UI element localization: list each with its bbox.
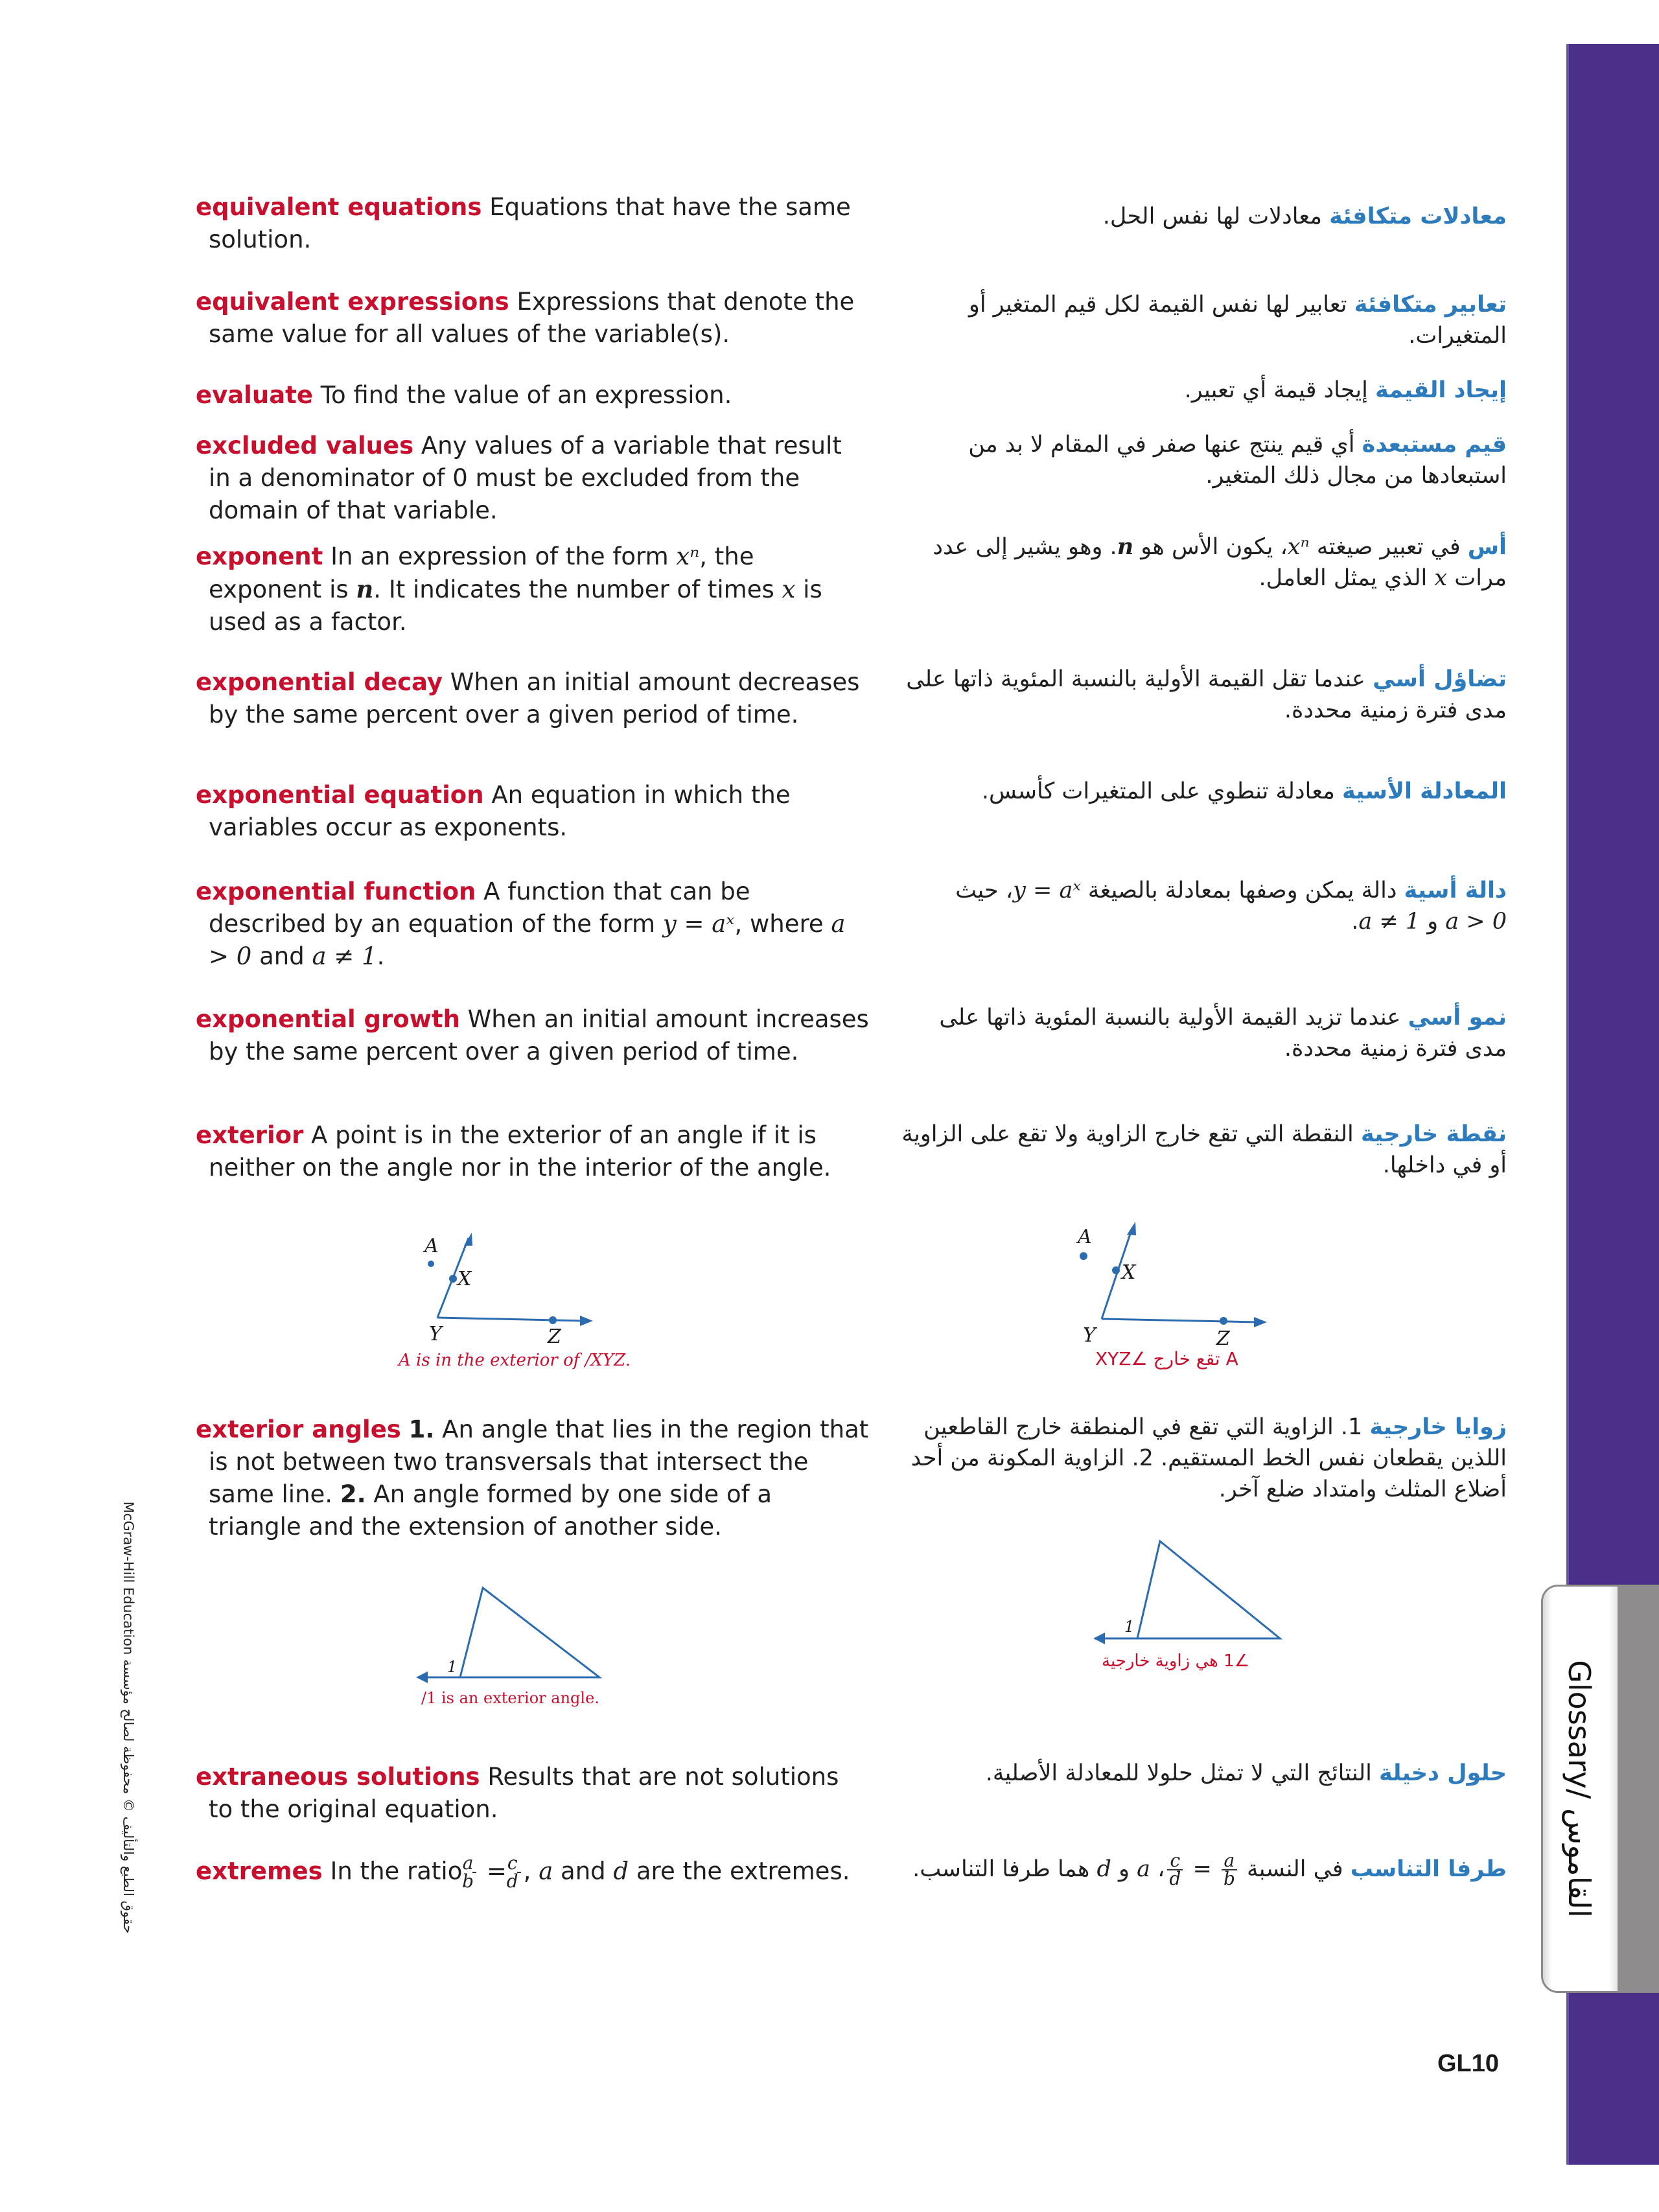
term: زوايا خارجية bbox=[1369, 1414, 1507, 1440]
math-variable: x bbox=[782, 576, 796, 603]
page-number: GL10 bbox=[1437, 2050, 1500, 2077]
term: exponential decay bbox=[196, 668, 443, 696]
definition: An equation in which the variables occur as exponents. bbox=[209, 781, 791, 841]
glossary-entry-ar bbox=[894, 531, 1507, 594]
definition-part: ، يكون الأس هو bbox=[1141, 534, 1288, 560]
definition-part: دالة يمكن وصفها بمعادلة بالصيغة bbox=[1087, 878, 1397, 903]
definition-part: في تعبير صيغته bbox=[1316, 534, 1461, 560]
definition-number: 2. bbox=[340, 1480, 366, 1508]
fraction-a-over-b: $\frac{a}{b}$ bbox=[1222, 1852, 1237, 1887]
term: exterior bbox=[196, 1121, 304, 1149]
point-label-a: A bbox=[424, 1235, 439, 1257]
figure-caption: /1 is an exterior angle. bbox=[421, 1689, 599, 1707]
definition: النقطة التي تقع خارج الزاوية ولا تقع على الزاوية أو في داخلها. bbox=[901, 1121, 1507, 1178]
definition: تعابير لها نفس القيمة لكل قيم المتغير أو المتغيرات. bbox=[968, 292, 1507, 349]
glossary-entry-en bbox=[196, 1119, 870, 1184]
definition-part: , bbox=[523, 1857, 531, 1885]
glossary-entry-ar bbox=[894, 429, 1507, 491]
definition-part: . It indicates the number of times bbox=[373, 576, 774, 603]
definition: النتائج التي لا تمثل حلولا للمعادلة الأصلية. bbox=[985, 1760, 1372, 1786]
point-label-y: Y bbox=[429, 1323, 442, 1345]
glossary-entry-en bbox=[196, 876, 870, 973]
term: extraneous solutions bbox=[196, 1763, 480, 1791]
definition: أي قيم ينتج عنها صفر في المقام لا بد من استبعادها من مجال ذلك المتغير. bbox=[968, 432, 1507, 489]
definition: 1. الزاوية التي تقع في المنطقة خارج القاطعين اللذين يقطعان نفس الخط المستقيم. 2. الزاوية المكونة من أحد أضلاع المثلث وامتداد ضلع آخر. bbox=[911, 1414, 1507, 1502]
definition: A point is in the exterior of an angle if it is neither on the angle nor in the interior of the angle. bbox=[209, 1121, 831, 1182]
definition-part: is used as a factor. bbox=[209, 576, 822, 636]
term: المعادلة الأسية bbox=[1341, 778, 1507, 804]
glossary-entry-ar bbox=[894, 1758, 1507, 1789]
definition-part: , where bbox=[734, 910, 824, 938]
angle-label-1: 1 bbox=[1124, 1618, 1135, 1636]
definition: معادلة تنطوي على المتغيرات كأسس. bbox=[981, 778, 1335, 804]
figure-caption: A تقع خارج ∠XYZ bbox=[1095, 1348, 1238, 1369]
term: دالة أسية bbox=[1404, 878, 1507, 903]
glossary-entry-en bbox=[196, 430, 870, 527]
glossary-entry-ar bbox=[894, 1002, 1507, 1064]
definition-part: و bbox=[1119, 1856, 1130, 1882]
math-expression: a > 0 bbox=[1445, 909, 1507, 935]
figure-caption: A is in the exterior of /XYZ. bbox=[399, 1351, 631, 1370]
term: equivalent equations bbox=[196, 193, 482, 221]
term: exterior angles bbox=[196, 1415, 401, 1443]
definition-part: are the extremes. bbox=[636, 1857, 850, 1885]
angle-label-1: 1 bbox=[447, 1658, 458, 1676]
definition-part: , the exponent is bbox=[209, 542, 754, 603]
glossary-entry-ar bbox=[894, 375, 1507, 406]
term: حلول دخيلة bbox=[1379, 1760, 1507, 1786]
definition-part: . bbox=[1351, 909, 1359, 935]
glossary-entry-en bbox=[196, 1761, 870, 1826]
glossary-tab[interactable] bbox=[1541, 1585, 1659, 1993]
definition: عندما تقل القيمة الأولية بالنسبة المئوية ذاتها على مدى فترة زمنية محددة. bbox=[906, 666, 1507, 723]
term: نقطة خارجية bbox=[1360, 1121, 1507, 1147]
math-variable: a bbox=[539, 1857, 553, 1885]
term: تضاؤل أسي bbox=[1373, 666, 1507, 692]
point-label-y: Y bbox=[1083, 1324, 1096, 1347]
definition-part: A function that can be described by an equation of the form bbox=[209, 878, 750, 938]
term: extremes bbox=[196, 1857, 323, 1885]
glossary-tab-edge bbox=[1618, 1585, 1659, 1993]
definition-part: In the ratio bbox=[330, 1857, 463, 1885]
fraction-c-over-d: $\frac{c}{d}$ bbox=[517, 1855, 521, 1890]
glossary-entry-ar bbox=[894, 289, 1507, 351]
glossary-entry-ar bbox=[894, 875, 1507, 937]
glossary-entry-en bbox=[196, 191, 870, 256]
definition: When an initial amount decreases by the same percent over a given period of time. bbox=[209, 668, 860, 728]
term: معادلات متكافئة bbox=[1329, 204, 1507, 229]
glossary-entry-ar bbox=[894, 776, 1507, 807]
definition-part: . وهو يشير إلى عدد مرات bbox=[933, 534, 1507, 591]
definition-part: هما طرفا التناسب. bbox=[912, 1856, 1090, 1882]
definition: Any values of a variable that result in a denominator of 0 must be excluded from the domain of that variable. bbox=[209, 432, 842, 524]
definition: Expressions that denote the same value for all values of the variable(s). bbox=[209, 288, 855, 348]
definition-number: 1. bbox=[408, 1415, 435, 1443]
math-expression: a ≠ 1 bbox=[312, 942, 377, 970]
definition-part: الذي يمثل العامل. bbox=[1259, 565, 1428, 591]
exterior-angle-triangle-figure bbox=[408, 1581, 616, 1685]
term: قيم مستبعدة bbox=[1362, 432, 1507, 458]
math-expression: xⁿ bbox=[676, 542, 700, 570]
exterior-angle-figure bbox=[402, 1231, 609, 1348]
point-label-x: X bbox=[1122, 1261, 1136, 1284]
glossary-entry-en bbox=[196, 541, 870, 638]
point-label-x: X bbox=[458, 1268, 472, 1290]
equals-sign: = bbox=[1192, 1856, 1212, 1882]
math-variable: n bbox=[356, 575, 374, 603]
point-label-z: Z bbox=[1216, 1327, 1230, 1350]
point-label-a: A bbox=[1078, 1226, 1092, 1248]
definition-part: في النسبة bbox=[1247, 1856, 1343, 1882]
glossary-entry-en bbox=[196, 1414, 870, 1543]
definition-part: ، حيث bbox=[955, 878, 1014, 903]
definition-part: In an expression of the form bbox=[331, 542, 669, 570]
term: إيجاد القيمة bbox=[1375, 377, 1507, 403]
math-variable: x bbox=[1434, 565, 1448, 591]
glossary-entry-en bbox=[196, 379, 870, 412]
math-variable: a bbox=[1137, 1856, 1150, 1882]
definition-part: ، bbox=[1157, 1856, 1165, 1882]
equals-sign: = bbox=[486, 1857, 507, 1885]
definition: عندما تزيد القيمة الأولية بالنسبة المئوية ذاتها على مدى فترة زمنية محددة. bbox=[939, 1005, 1507, 1062]
math-expression: a > 0 bbox=[209, 910, 846, 970]
definition: معادلات لها نفس الحل. bbox=[1102, 204, 1323, 229]
term: excluded values bbox=[196, 432, 414, 460]
definition-part: An angle formed by one side of a triangle and the extension of another side. bbox=[209, 1480, 772, 1541]
exterior-angle-figure bbox=[1073, 1215, 1280, 1350]
glossary-entry-en bbox=[196, 1003, 870, 1068]
glossary-entry-ar bbox=[894, 201, 1507, 232]
math-expression: y = aˣ bbox=[1013, 878, 1081, 903]
glossary-entry-ar bbox=[894, 664, 1507, 726]
term: exponential equation bbox=[196, 781, 484, 809]
definition: To find the value of an expression. bbox=[320, 381, 732, 409]
glossary-entry-en bbox=[196, 779, 870, 844]
term: تعابير متكافئة bbox=[1354, 292, 1507, 318]
fraction-a-over-b: $\frac{a}{b}$ bbox=[472, 1855, 476, 1890]
math-expression: xⁿ bbox=[1287, 534, 1310, 560]
term: طرفا التناسب bbox=[1350, 1856, 1507, 1882]
copyright-notice: McGraw-Hill Education حقوق الطبع والتأليف © محفوظة لصالح مؤسسة bbox=[121, 1501, 136, 1934]
term: equivalent expressions bbox=[196, 288, 509, 316]
term: evaluate bbox=[196, 381, 313, 409]
math-variable: d bbox=[1096, 1856, 1111, 1882]
fraction-c-over-d: $\frac{c}{d}$ bbox=[1167, 1852, 1183, 1887]
glossary-entry-en bbox=[196, 666, 870, 731]
math-expression: y = aˣ bbox=[662, 910, 735, 938]
math-expression: a ≠ 1 bbox=[1358, 909, 1421, 935]
glossary-entry-ar bbox=[894, 1412, 1507, 1505]
term: نمو أسي bbox=[1408, 1005, 1507, 1030]
glossary-entry-ar bbox=[894, 1852, 1507, 1887]
definition-part: و bbox=[1427, 909, 1439, 935]
definition: إيجاد قيمة أي تعبير. bbox=[1184, 377, 1368, 403]
term: أس bbox=[1467, 534, 1507, 560]
math-variable: n bbox=[1117, 533, 1134, 560]
math-variable: d bbox=[613, 1857, 629, 1885]
definition-part: An angle that lies in the region that is not between two transversals that intersect the same line. bbox=[209, 1415, 869, 1508]
definition-part: and bbox=[561, 1857, 606, 1885]
glossary-entry-en bbox=[196, 1852, 870, 1892]
exterior-angle-triangle-figure bbox=[1085, 1536, 1299, 1646]
definition: When an initial amount increases by the same percent over a given period of time. bbox=[209, 1005, 869, 1065]
glossary-entry-en bbox=[196, 286, 870, 351]
definition: Results that are not solutions to the original equation. bbox=[209, 1763, 839, 1823]
term: exponential growth bbox=[196, 1005, 460, 1033]
term: exponent bbox=[196, 542, 323, 570]
figure-caption: ∠1 هي زاوية خارجية bbox=[1102, 1651, 1249, 1671]
glossary-tab-label: Glossary/ القاموس bbox=[1562, 1660, 1597, 1918]
term: exponential function bbox=[196, 878, 476, 905]
definition-part: . bbox=[377, 942, 385, 970]
definition-part: and bbox=[259, 942, 305, 970]
definition: Equations that have the same solution. bbox=[209, 193, 851, 253]
glossary-entry-ar bbox=[894, 1119, 1507, 1181]
point-label-z: Z bbox=[548, 1325, 561, 1348]
